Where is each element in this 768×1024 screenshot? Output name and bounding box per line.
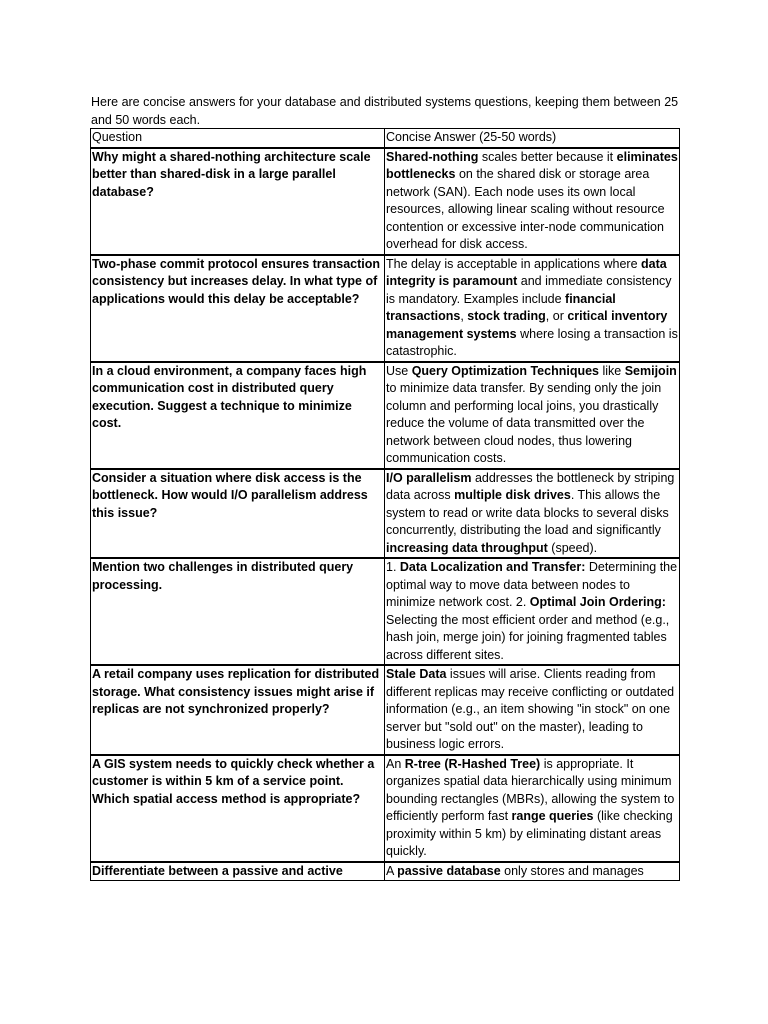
answer-segment: , or: [545, 309, 568, 323]
table-body: [91, 148, 680, 881]
question-cell: In a cloud environment, a company faces high communication cost in distributed query execution. Suggest a technique to minimize cost.: [91, 362, 385, 469]
answer-segment: I/O parallelism: [386, 470, 472, 485]
question-cell: A GIS system needs to quickly check whether a customer is within 5 km of a service point. Which spatial access method is appropriate?: [91, 755, 385, 862]
answer-segment: Shared-nothing: [386, 149, 479, 164]
table-row: [91, 255, 680, 362]
table-row: [91, 558, 680, 665]
answer-segment: The delay is acceptable in applications where: [386, 256, 642, 271]
answer-cell: [385, 148, 680, 255]
answer-segment: (speed).: [547, 540, 598, 555]
answer-segment: eliminates bottlenecks: [386, 149, 682, 181]
answer-segment: Data Localization and Transfer:: [399, 560, 586, 574]
answer-segment: (like checking proximity within 5 km) by eliminating distant areas quickly.: [386, 809, 677, 858]
question-cell: Consider a situation where disk access is the bottleneck. How would I/O parallelism address this issue?: [91, 469, 385, 559]
answer-cell: [385, 755, 680, 862]
answer-cell: [385, 469, 680, 559]
answer-segment: A: [386, 863, 398, 878]
answer-segment: and immediate consistency is mandatory. Examples include: [386, 274, 676, 306]
answer-cell: [385, 558, 680, 665]
question-cell: Differentiate between a passive and active: [91, 862, 385, 881]
table-row: [91, 755, 680, 862]
qa-table: [90, 128, 680, 881]
header-answer: Concise Answer (25-50 words): [385, 129, 680, 148]
table-row: [91, 862, 680, 881]
answer-segment: only stores and manages: [500, 863, 644, 878]
answer-segment: where losing a transaction is catastrophic.: [386, 326, 682, 358]
answer-segment: An: [386, 756, 405, 771]
answer-segment: stock trading: [467, 309, 546, 323]
answer-segment: Query Optimization Techniques: [411, 363, 599, 378]
answer-segment: passive database: [397, 863, 501, 878]
answer-segment: is appropriate. It organizes spatial data hierarchically using minimum bounding rectangles (MBRs), allowing the system to efficiently perform fast: [386, 756, 678, 823]
header-question: Question: [91, 129, 385, 148]
answer-segment: issues will arise. Clients reading from different replicas may receive conflicting or outdated information (e.g., an item showing "in stock" on one server but "sold out" on the master), leading to business logic errors.: [386, 667, 678, 751]
answer-segment: critical inventory management systems: [386, 309, 671, 341]
question-cell: Why might a shared-nothing architecture scale better than shared-disk in a large parallel database?: [91, 148, 385, 255]
answer-segment: increasing data throughput: [386, 540, 548, 555]
answer-segment: to minimize data transfer. By sending only the join column and performing local joins, you drastically reduce the volume of data transmitted over the network between cloud nodes, thus lowering communication costs.: [386, 363, 681, 465]
answer-segment: multiple disk drives: [454, 488, 571, 502]
answer-cell: [385, 665, 680, 755]
answer-segment: on the shared disk or storage area network (SAN). Each node uses its own local resources, allowing linear scaling without resource contention or excessive inter-node communication overhead for disk access.: [386, 167, 669, 251]
answer-segment: . This allows the system to read or write data blocks to several disks concurrently, distributing the load and significantly: [386, 488, 673, 537]
table-row: [91, 665, 680, 755]
answer-segment: range queries: [511, 809, 594, 823]
answer-segment: like: [599, 363, 625, 378]
answer-cell: [385, 862, 680, 881]
answer-segment: financial transactions: [386, 291, 620, 323]
answer-segment: Selecting the most efficient order and method (e.g., hash join, merge join) for joining fragmented tables across different sites.: [386, 595, 673, 662]
table-row: [91, 362, 680, 469]
answer-segment: scales better because it: [478, 149, 617, 164]
answer-cell: [385, 255, 680, 362]
answer-segment: Semijoin: [624, 363, 677, 378]
question-cell: Two-phase commit protocol ensures transaction consistency but increases delay. In what type of applications would this delay be acceptable?: [91, 255, 385, 362]
answer-segment: Stale Data: [386, 667, 447, 681]
answer-cell: [385, 362, 680, 469]
answer-segment: Determining the optimal way to move data between nodes to minimize network cost. 2.: [386, 560, 681, 609]
question-cell: Mention two challenges in distributed query processing.: [91, 558, 385, 665]
answer-segment: data integrity is paramount: [386, 256, 671, 288]
answer-segment: Use: [386, 363, 412, 378]
table-header-row: [91, 129, 680, 148]
answer-segment: ,: [460, 309, 468, 323]
intro-paragraph: Here are concise answers for your database and distributed systems questions, keeping them between 25 and 50 words each.: [91, 95, 679, 127]
answer-segment: R-tree (R-Hashed Tree): [404, 756, 541, 771]
answer-segment: addresses the bottleneck by striping data across: [386, 470, 678, 502]
question-cell: A retail company uses replication for distributed storage. What consistency issues might arise if replicas are not synchronized properly?: [91, 665, 385, 755]
table-row: [91, 148, 680, 255]
answer-segment: 1.: [386, 560, 400, 574]
answer-segment: Optimal Join Ordering:: [529, 595, 666, 609]
table-row: [91, 469, 680, 559]
